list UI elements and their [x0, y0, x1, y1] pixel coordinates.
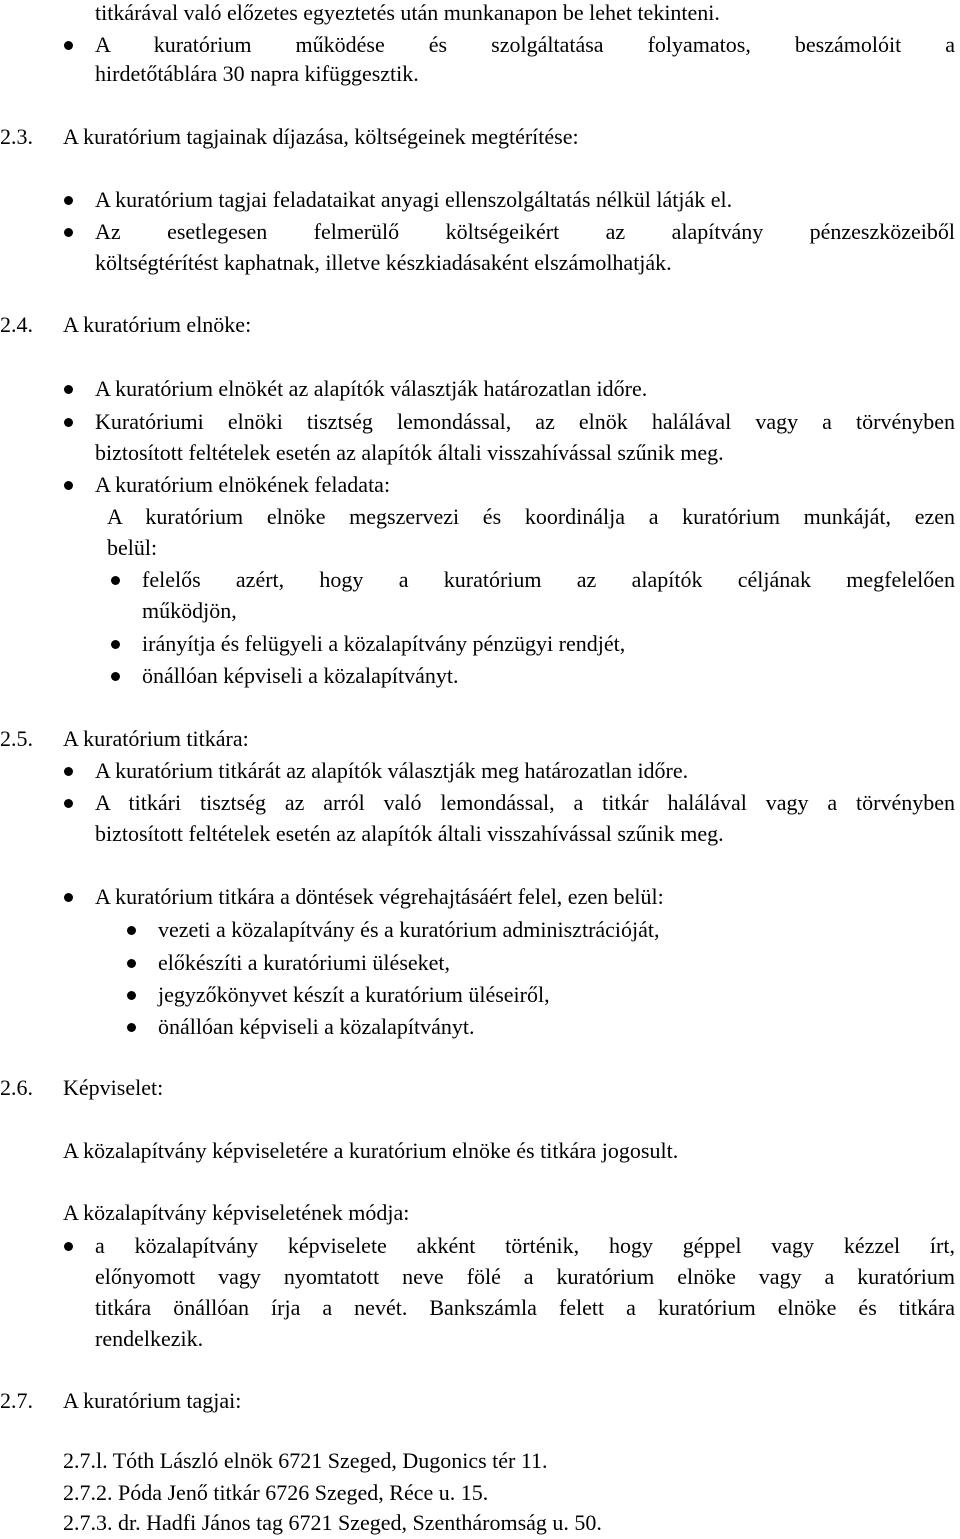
member-line: 2.7.3. dr. Hadfi János tag 6721 Szeged, Szentháromság u. 50.	[63, 1510, 602, 1535]
bullet-icon	[64, 1242, 73, 1251]
section-heading: A kuratórium elnöke:	[63, 312, 252, 337]
bullet-icon	[64, 41, 73, 50]
member-line: 2.7.l. Tóth László elnök 6721 Szeged, Dugonics tér 11.	[63, 1448, 548, 1473]
bullet-icon	[64, 228, 73, 237]
bullet-icon	[64, 481, 73, 490]
section-heading: A kuratórium tagjai:	[63, 1388, 242, 1413]
bullet-line: A kuratórium titkára a döntések végrehajtásáért felel, ezen belül:	[95, 884, 664, 909]
bullet-line: Az esetlegesen felmerülő költségeikért az alapítvány pénzeszközeiből	[95, 219, 955, 244]
bullet-line: biztosított feltételek esetén az alapítók általi visszahívással szűnik meg.	[95, 440, 724, 465]
bullet-icon	[64, 418, 73, 427]
section-number: 2.3.	[0, 124, 33, 149]
sub-bullet-line: önállóan képviseli a közalapítványt.	[158, 1014, 475, 1039]
bullet-line: titkára önállóan írja a nevét. Bankszámla felett a kuratórium elnöke és titkára	[95, 1295, 955, 1320]
sub-bullet-line: felelős azért, hogy a kuratórium az alapítók céljának megfelelően	[142, 567, 955, 592]
bullet-line: A kuratórium titkárát az alapítók választják meg határozatlan időre.	[95, 758, 689, 783]
bullet-line: költségtérítést kaphatnak, illetve készkiadásaként elszámolhatják.	[95, 250, 672, 275]
paragraph-line: belül:	[107, 535, 158, 560]
bullet-icon	[64, 893, 73, 902]
bullet-line: rendelkezik.	[95, 1326, 204, 1351]
bullet-line: hirdetőtáblára 30 napra kifüggesztik.	[95, 61, 419, 86]
bullet-line: a közalapítvány képviselete akként történik, hogy géppel vagy kézzel írt,	[95, 1233, 955, 1258]
bullet-icon	[111, 576, 120, 585]
section-heading: Képviselet:	[63, 1075, 164, 1100]
section-number: 2.4.	[0, 312, 33, 337]
sub-bullet-line: önállóan képviseli a közalapítványt.	[142, 663, 459, 688]
paragraph-line: A kuratórium elnöke megszervezi és koordinálja a kuratórium munkáját, ezen	[107, 504, 955, 529]
bullet-icon	[64, 799, 73, 808]
member-line: 2.7.2. Póda Jenő titkár 6726 Szeged, Réce u. 15.	[63, 1480, 489, 1505]
section-heading: A kuratórium tagjainak díjazása, költségeinek megtérítése:	[63, 124, 579, 149]
paragraph-line: A közalapítvány képviseletének módja:	[63, 1200, 410, 1225]
bullet-line: A kuratórium működése és szolgáltatása folyamatos, beszámolóit a	[95, 32, 955, 57]
section-number: 2.7.	[0, 1388, 33, 1413]
bullet-icon	[111, 672, 120, 681]
bullet-icon	[127, 959, 136, 968]
sub-bullet-line: irányítja és felügyeli a közalapítvány pénzügyi rendjét,	[142, 631, 626, 656]
section-number: 2.6.	[0, 1075, 33, 1100]
paragraph-line: A közalapítvány képviseletére a kuratórium elnöke és titkára jogosult.	[63, 1138, 679, 1163]
bullet-line: A kuratórium tagjai feladataikat anyagi ellenszolgáltatás nélkül látják el.	[95, 187, 733, 212]
bullet-icon	[127, 926, 136, 935]
bullet-line: Kuratóriumi elnöki tisztség lemondással, az elnök halálával vagy a törvényben	[95, 409, 955, 434]
bullet-line: A kuratórium elnökét az alapítók választják határozatlan időre.	[95, 376, 648, 401]
bullet-line: A kuratórium elnökének feladata:	[95, 472, 391, 497]
bullet-icon	[64, 767, 73, 776]
sub-bullet-line: előkészíti a kuratóriumi üléseket,	[158, 950, 451, 975]
sub-bullet-line: vezeti a közalapítvány és a kuratórium adminisztrációját,	[158, 917, 660, 942]
bullet-line: biztosított feltételek esetén az alapítók általi visszahívással szűnik meg.	[95, 821, 724, 846]
sub-bullet-line: működjön,	[142, 598, 237, 623]
bullet-icon	[127, 991, 136, 1000]
section-number: 2.5.	[0, 726, 33, 751]
bullet-icon	[64, 196, 73, 205]
bullet-line: előnyomott vagy nyomtatott neve fölé a kuratórium elnöke vagy a kuratórium	[95, 1264, 955, 1289]
bullet-icon	[111, 640, 120, 649]
section-heading: A kuratórium titkára:	[63, 726, 249, 751]
sub-bullet-line: jegyzőkönyvet készít a kuratórium üléseiről,	[158, 982, 550, 1007]
bullet-icon	[64, 385, 73, 394]
bullet-icon	[127, 1023, 136, 1032]
paragraph-line: titkárával való előzetes egyeztetés után munkanapon be lehet tekinteni.	[95, 0, 720, 25]
bullet-line: A titkári tisztség az arról való lemondással, a titkár halálával vagy a törvényben	[95, 790, 955, 815]
